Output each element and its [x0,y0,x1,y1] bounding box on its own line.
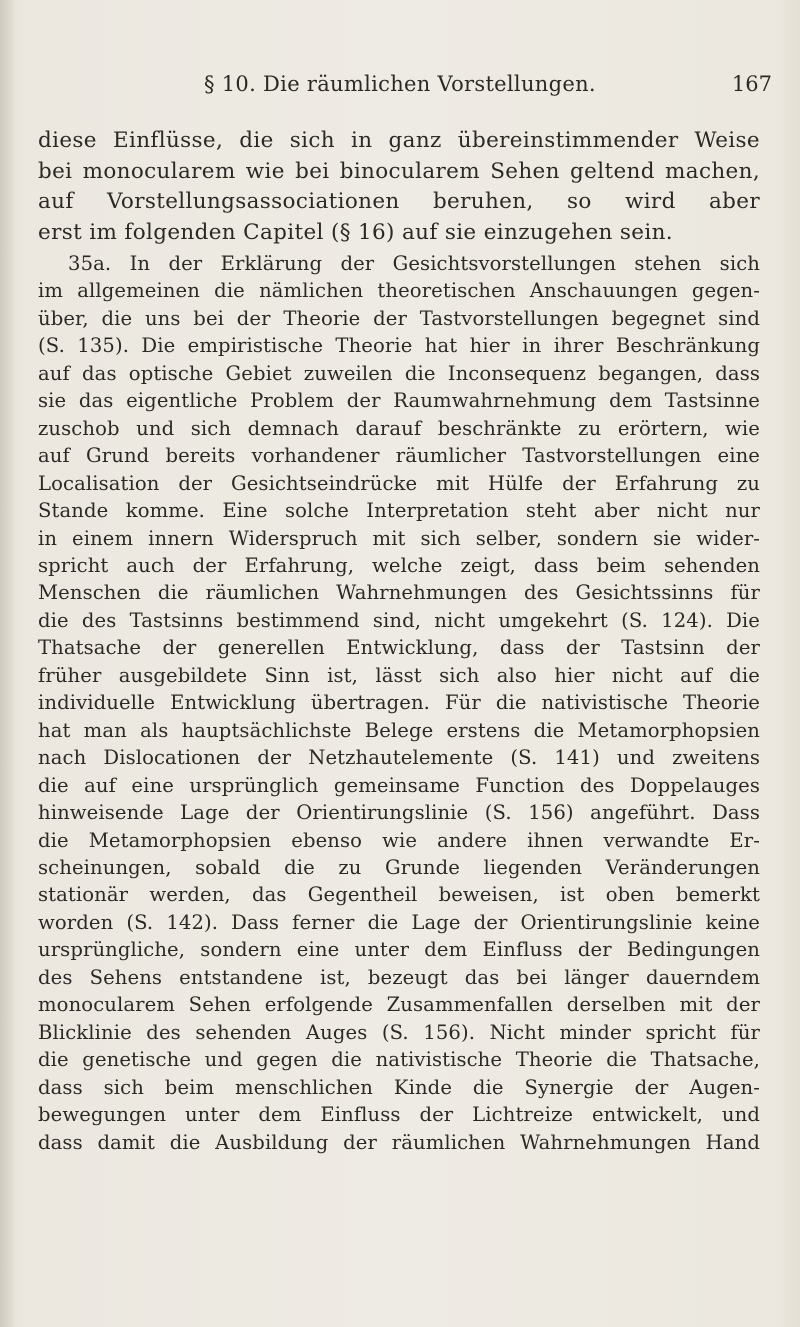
text-line: ursprüngliche, sondern eine unter dem Einfluss der Bedingungen [38,938,760,962]
text-line: auf Grund bereits vorhandener räumlicher Tastvorstellungen eine [38,444,760,468]
text-line: 35a. In der Erklärung der Gesichtsvorstellungen stehen sich [68,252,760,275]
text-line: individuelle Entwicklung übertragen. Für die nativistische Theorie [38,691,760,715]
text-line: die genetische und gegen die nativistische Theorie die Thatsache, [38,1048,760,1072]
text-line: über, die uns bei der Theorie der Tastvorstellungen begegnet sind [38,306,760,330]
text-line: des Sehens entstandene ist, bezeugt das bei länger dauerndem [38,965,760,989]
text-line: früher ausgebildete Sinn ist, lässt sich also hier nicht auf die [38,663,760,687]
page-gutter-shadow [0,0,14,1327]
text-line: hinweisende Lage der Orientirungslinie (S. 156) angeführt. Dass [38,801,760,825]
text-line: scheinungen, sobald die zu Grunde liegenden Veränderungen [38,855,760,879]
text-line: auf Vorstellungsassociationen beruhen, so wird aber [38,189,760,214]
text-line: nach Dislocationen der Netzhautelemente (S. 141) und zweitens [38,746,760,770]
text-line: hat man als hauptsächlichste Belege erstens die Metamorphopsien [38,718,760,742]
text-line: bei monocularem wie bei binocularem Sehen geltend machen, [38,158,760,184]
text-line: bewegungen unter dem Einfluss der Lichtreize entwickelt, und [38,1103,760,1127]
text-line: Blicklinie des sehenden Auges (S. 156). Nicht minder spricht für [38,1020,760,1044]
text-line: monocularem Sehen erfolgende Zusammenfallen derselben mit der [38,993,760,1017]
text-line: dass sich beim menschlichen Kinde die Synergie der Augen- [38,1075,760,1099]
text-line: die auf eine ursprünglich gemeinsame Function des Doppelauges [38,773,760,797]
text-line: stationär werden, das Gegentheil beweisen, ist oben bemerkt [38,883,760,907]
text-line: zuschob und sich demnach darauf beschränkte zu erörtern, wie [38,416,760,440]
text-line: worden (S. 142). Dass ferner die Lage der Orientirungslinie keine [38,910,760,934]
text-line: in einem innern Widerspruch mit sich selber, sondern sie wider- [38,526,760,550]
text-line: im allgemeinen die nämlichen theoretischen Anschauungen gegen- [38,279,760,303]
text-line: auf das optische Gebiet zuweilen die Inconsequenz begangen, dass [38,361,760,385]
text-line: die Metamorphopsien ebenso wie andere ihnen verwandte Er- [38,828,760,852]
text-line: spricht auch der Erfahrung, welche zeigt, dass beim sehenden [38,553,760,577]
text-line: Menschen die räumlichen Wahrnehmungen des Gesichtssinns für [38,581,760,605]
running-header [0,72,800,106]
text-line: diese Einflüsse, die sich in ganz übereinstimmender Weise [38,128,760,153]
paragraph-main [38,250,760,1156]
text-line: dass damit die Ausbildung der räumlichen Wahrnehmungen Hand [38,1130,760,1154]
text-line: die des Tastsinns bestimmend sind, nicht umgekehrt (S. 124). Die [38,608,760,632]
section-title: § 10. Die räumlichen Vorstellungen. [204,72,596,96]
text-line: Stande komme. Eine solche Interpretation steht aber nicht nur [38,499,760,523]
text-line: erst im folgenden Capitel (§ 16) auf sie einzugehen sein. [38,219,673,245]
text-line: (S. 135). Die empiristische Theorie hat hier in ihrer Beschränkung [38,334,760,358]
page-number: 167 [731,72,772,96]
text-line: sie das eigentliche Problem der Raumwahrnehmung dem Tastsinne [38,389,760,413]
paragraph-continuation [38,126,760,248]
text-line: Localisation der Gesichtseindrücke mit Hülfe der Erfahrung zu [38,471,760,495]
text-line: Thatsache der generellen Entwicklung, dass der Tastsinn der [38,636,760,660]
